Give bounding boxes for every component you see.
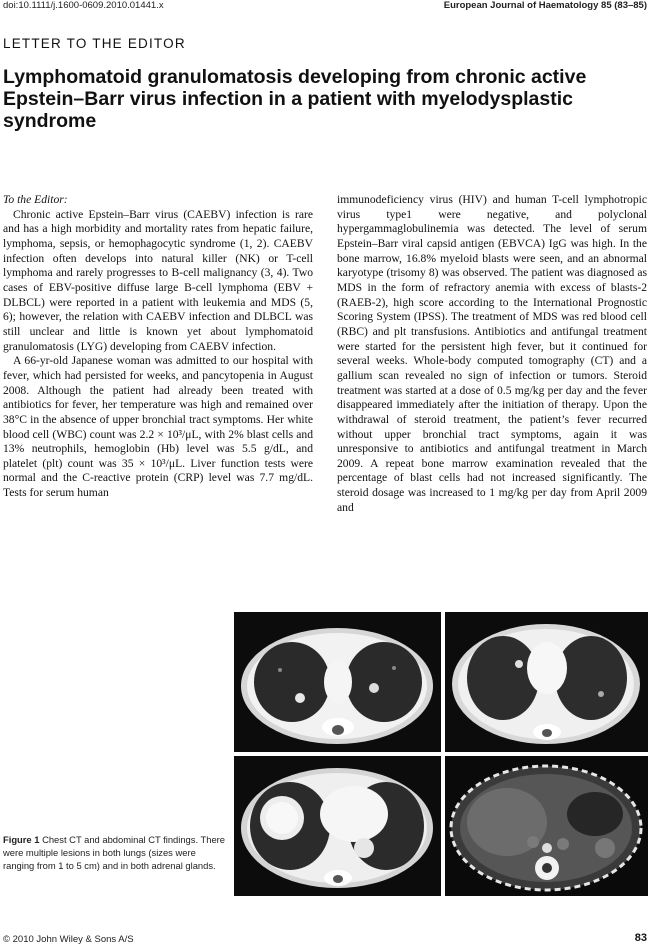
paragraph-case: A 66-yr-old Japanese woman was admitted to our hospital with fever, which had persisted for weeks, and pancytopenia in August 2008. Although the patient had already been treated with antibiotics for fever, her temperature was high and remained over 38°C in the absence of upper bronchial tract symptoms. Her white blood cell (WBC) count was 2.2 × 10³/μL, with 2% blast cells and 13% neutrophils, hemoglobin (Hb) level was 5.5 g/dL, and platelet (plt) count was 35 × 10³/μL. Liver function tests were normal and the C-reactive protein (CRP) level was 7.7 mg/dL. Tests for serum human <box>3 354 313 500</box>
ct-chest-upper-image <box>234 612 441 752</box>
figure-caption-text: Chest CT and abdominal CT findings. There were multiple lesions in both lungs (sizes were ranging from 1 to 5 cm) and in both adrenal glands. <box>3 834 225 872</box>
ct-abdomen-image <box>445 756 648 896</box>
copyright-notice: © 2010 John Wiley & Sons A/S <box>3 934 134 945</box>
page-number: 83 <box>634 932 647 944</box>
body-column-left <box>3 193 313 501</box>
body-column-right <box>337 193 647 515</box>
ct-panel-chest-lower <box>234 756 441 896</box>
figure-caption-label: Figure 1 <box>3 834 40 845</box>
journal-citation: European Journal of Haematology 85 (83–85) <box>443 0 647 11</box>
paragraph-intro: Chronic active Epstein–Barr virus (CAEBV) infection is rare and has a high morbidity and mortality rates from hepatic failure, lymphoma, sepsis, or hemophagocytic syndrome (1, 2). CAEBV infection often develops into natural killer (NK) or T-cell lymphoma and rarely progresses to B-cell malignancy (3, 4). Two cases of EBV-positive diffuse large B-cell lymphoma (EBV + DLBCL) were reported in a patient with leukemia and MDS (5, 6); however, the relation with CAEBV infection and DLBCL was still unclear and little is known yet about lymphomatoid granulomatosis (LYG) developing from CAEBV infection. <box>3 207 313 353</box>
article-title: Lymphomatoid granulomatosis developing from chronic active Epstein–Barr virus infection in a patient with myelodysplastic syndrome <box>3 66 587 132</box>
doi-reference: doi:10.1111/j.1600-0609.2010.01441.x <box>3 0 164 11</box>
ct-chest-mid-image <box>445 612 648 752</box>
paragraph-continued: immunodeficiency virus (HIV) and human T-cell lymphotropic virus type1 were negative, and polyclonal hypergammaglobulinemia was detected. The level of serum Epstein–Barr viral capsid antigen (EBVCA) IgG was high. In the bone marrow, 16.8% myeloid blasts were seen, and an abnormal karyotype (trisomy 8) was observed. The patient was diagnosed as MDS in the form of refractory anemia with excess of blasts-2 (RAEB-2), high score according to the International Prognostic Scoring System (IPSS). The treatment of MDS was red blood cell (RBC) and plt transfusions. Antibiotics and antifungal treatment were started for the persistent high fever, but it continued for several weeks. Whole-body computed tomography (CT) and a gallium scan revealed no sign of infection or tumors. Steroid treatment was started at a dose of 0.5 mg/kg per day and the fever disappeared immediately after the initiation of therapy. Upon the withdrawal of steroid treatment, the patient’s fever recurred without upper bronchial tract symptoms, again it was unresponsive to antibiotics and antifungal treatment in March 2009. A repeat bone marrow examination revealed that the percentage of blast cells had not increased significantly. The steroid dosage was increased to 1 mg/kg per day from April 2009 and <box>337 193 647 514</box>
figure-caption <box>3 833 228 873</box>
figure-1-ct-images <box>234 612 648 896</box>
ct-panel-abdomen <box>445 756 648 896</box>
section-label: LETTER TO THE EDITOR <box>3 36 186 51</box>
ct-panel-chest-upper <box>234 612 441 752</box>
ct-chest-lower-image <box>234 756 441 896</box>
salutation: To the Editor: <box>3 193 68 206</box>
ct-panel-chest-mid <box>445 612 648 752</box>
